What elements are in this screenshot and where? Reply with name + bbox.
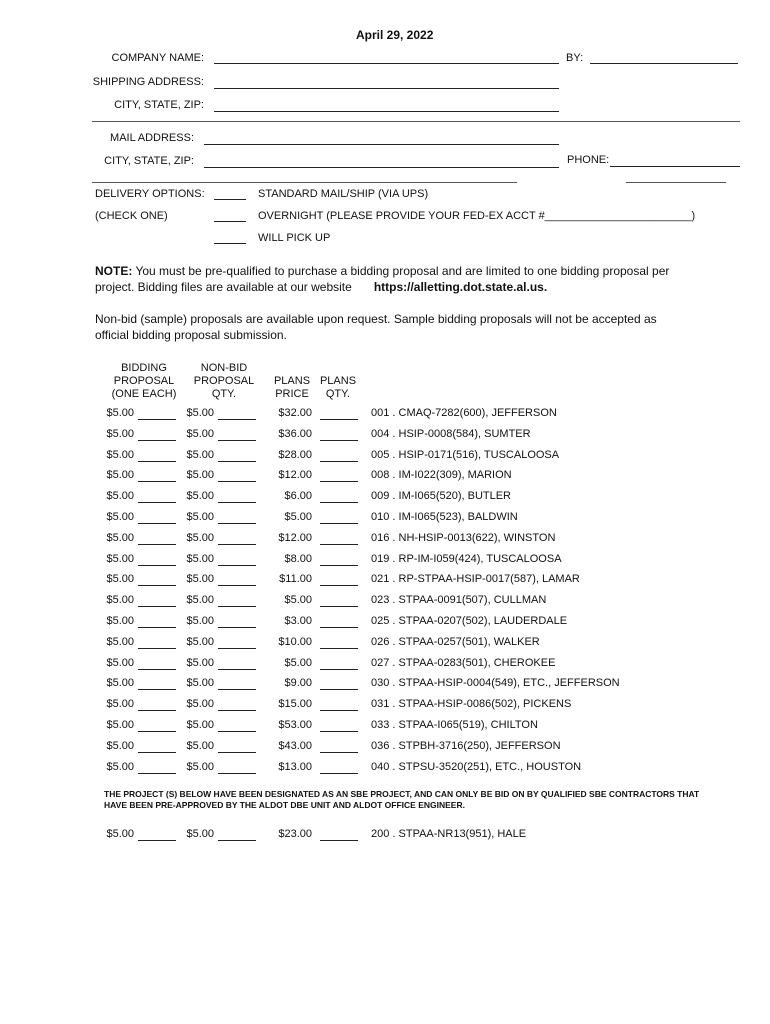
phone-field[interactable] (610, 166, 740, 167)
nonbid-proposal-price: $5.00 (186, 635, 214, 648)
plans-price: $13.00 (278, 760, 312, 773)
nonbid-proposal-price: $5.00 (186, 656, 214, 669)
project-name: 008 . IM-I022(309), MARION (371, 469, 512, 482)
company-name-field[interactable] (214, 63, 559, 64)
nonbid-proposal-price: $5.00 (186, 594, 214, 607)
header-text: PLANS (273, 375, 311, 387)
mail-address-field[interactable] (204, 144, 559, 145)
project-name: 030 . STPAA-HSIP-0004(549), ETC., JEFFERSON (371, 677, 620, 690)
delivery-option-standard: STANDARD MAIL/SHIP (VIA UPS) (258, 188, 429, 200)
nonbid-proposal-price: $5.00 (186, 573, 214, 586)
nonbid-proposal-price: $5.00 (186, 407, 214, 419)
project-name: 027 . STPAA-0283(501), CHEROKEE (371, 656, 556, 669)
nonbid-proposal-qty-field[interactable] (218, 648, 256, 649)
company-name-label: COMPANY NAME: (111, 52, 204, 64)
by-label: BY: (566, 52, 584, 64)
bidding-proposal-price: $5.00 (106, 615, 134, 627)
nonbid-proposal-qty-field[interactable] (218, 710, 256, 711)
bidding-proposal-price: $5.00 (106, 407, 134, 419)
shipping-address-label: SHIPPING ADDRESS: (92, 76, 204, 88)
bidding-proposal-price: $5.00 (106, 698, 134, 711)
plans-qty-field[interactable] (320, 419, 358, 420)
nonbid-proposal-price: $5.00 (186, 828, 214, 840)
nonbid-proposal-qty-field[interactable] (218, 585, 256, 586)
nonbid-proposal-qty-field[interactable] (218, 689, 256, 690)
city-state-zip-label: CITY, STATE, ZIP: (114, 99, 204, 111)
nonbid-proposal-qty-field[interactable] (218, 627, 256, 628)
plans-qty-field[interactable] (320, 481, 358, 482)
header-text: PLANS (319, 375, 357, 387)
project-name: 026 . STPAA-0257(501), WALKER (371, 635, 540, 648)
plans-price: $23.00 (278, 828, 312, 840)
bidding-proposal-price: $5.00 (106, 739, 134, 752)
by-field[interactable] (590, 63, 738, 64)
nonbid-proposal-price: $5.00 (186, 490, 214, 503)
plans-qty-field[interactable] (320, 440, 358, 441)
bidding-proposal-price: $5.00 (106, 719, 134, 731)
plans-price: $53.00 (278, 719, 312, 731)
plans-price: $3.00 (284, 615, 312, 627)
phone-label: PHONE: (567, 154, 610, 166)
bidding-proposal-price: $5.00 (106, 448, 134, 461)
nonbid-proposal-qty-field[interactable] (218, 461, 256, 462)
nonbid-proposal-price: $5.00 (186, 677, 214, 690)
bidding-proposal-qty-field[interactable] (138, 502, 176, 503)
bidding-proposal-price: $5.00 (106, 828, 134, 840)
section-divider (92, 182, 517, 183)
bidding-proposal-qty-field[interactable] (138, 481, 176, 482)
nonbid-proposal-price: $5.00 (186, 427, 214, 440)
plans-qty-field[interactable] (320, 606, 358, 607)
nonbid-proposal-price: $5.00 (186, 760, 214, 773)
project-name: 010 . IM-I065(523), BALDWIN (371, 511, 518, 523)
nonbid-proposal-price: $5.00 (186, 719, 214, 731)
bidding-proposal-price: $5.00 (106, 656, 134, 669)
header-text: PROPOSAL (113, 375, 175, 387)
nonbid-proposal-price: $5.00 (186, 448, 214, 461)
bidding-proposal-qty-field[interactable] (138, 440, 176, 441)
bidding-proposal-qty-field[interactable] (138, 648, 176, 649)
project-name: 009 . IM-I065(520), BUTLER (371, 490, 512, 503)
bidding-proposal-price: $5.00 (106, 531, 134, 544)
bidding-proposal-price: $5.00 (106, 552, 134, 565)
plans-qty-field[interactable] (320, 627, 358, 628)
project-name: 040 . STPSU-3520(251), ETC., HOUSTON (371, 760, 582, 773)
bidding-proposal-qty-field[interactable] (138, 544, 176, 545)
delivery-checkbox-pickup[interactable] (214, 243, 246, 244)
header-plans-price (270, 375, 314, 401)
plans-price: $9.00 (284, 677, 312, 690)
nonbid-proposal-qty-field[interactable] (218, 731, 256, 732)
bidding-proposal-price: $5.00 (106, 760, 134, 773)
plans-price: $28.00 (278, 448, 312, 461)
project-name: 036 . STPBH-3716(250), JEFFERSON (371, 739, 561, 752)
nonbid-proposal-qty-field[interactable] (218, 606, 256, 607)
bidding-proposal-price: $5.00 (106, 427, 134, 440)
sbe-notice: THE PROJECT (S) BELOW HAVE BEEN DESIGNATED AS AN SBE PROJECT, AND CAN ONLY BE BID ON BY QUALIFIED SBE CONTRACTORS THAT HAVE BEEN PRE-APPROVED BY THE ALDOT DBE UNIT AND ALDOT OFFICE ENGINEER. (104, 789, 700, 810)
delivery-option-overnight: OVERNIGHT (PLEASE PROVIDE YOUR FED-EX ACCT #________________________) (258, 210, 696, 222)
nonbid-proposal-qty-field[interactable] (218, 502, 256, 503)
section-divider (626, 182, 726, 183)
project-name: 016 . NH-HSIP-0013(622), WINSTON (371, 531, 556, 544)
city-state-zip-field[interactable] (214, 111, 559, 112)
note-paragraph (95, 263, 695, 295)
bidding-proposal-qty-field[interactable] (138, 419, 176, 420)
plans-price: $11.00 (279, 573, 312, 586)
bidding-proposal-qty-field[interactable] (138, 752, 176, 753)
nonbid-proposal-price: $5.00 (186, 511, 214, 523)
nonbid-proposal-price: $5.00 (186, 531, 214, 544)
bidding-proposal-price: $5.00 (106, 573, 134, 586)
plans-price: $10.00 (278, 635, 312, 648)
section-divider (92, 121, 740, 122)
header-text: BIDDING (121, 362, 167, 374)
city-state-zip-mail-label: CITY, STATE, ZIP: (104, 155, 194, 167)
delivery-checkbox-overnight[interactable] (214, 221, 246, 222)
nonbid-proposal-qty-field[interactable] (218, 419, 256, 420)
nonbid-proposal-price: $5.00 (186, 469, 214, 482)
project-name: 001 . CMAQ-7282(600), JEFFERSON (371, 407, 557, 419)
bidding-proposal-price: $5.00 (106, 677, 134, 690)
plans-qty-field[interactable] (320, 585, 358, 586)
plans-qty-field[interactable] (320, 689, 358, 690)
nonbid-proposal-price: $5.00 (186, 698, 214, 711)
mail-address-label: MAIL ADDRESS: (110, 132, 194, 144)
delivery-options-label: DELIVERY OPTIONS: (95, 188, 205, 200)
project-name: 021 . RP-STPAA-HSIP-0017(587), LAMAR (371, 573, 580, 586)
header-text: PRICE (275, 388, 309, 400)
nonbid-proposal-qty-field[interactable] (218, 752, 256, 753)
project-name: 033 . STPAA-I065(519), CHILTON (371, 719, 538, 731)
nonbid-proposal-qty-field[interactable] (218, 440, 256, 441)
bidding-proposal-price: $5.00 (106, 635, 134, 648)
plans-qty-field[interactable] (320, 773, 358, 774)
header-text: PROPOSAL (193, 375, 255, 387)
plans-price: $5.00 (284, 511, 312, 523)
bidding-proposal-qty-field[interactable] (138, 731, 176, 732)
check-one-label: (CHECK ONE) (95, 210, 168, 222)
plans-qty-field[interactable] (320, 648, 358, 649)
bidding-proposal-price: $5.00 (106, 511, 134, 523)
city-state-zip-mail-field[interactable] (204, 167, 559, 168)
nonbid-paragraph: Non-bid (sample) proposals are available upon request. Sample bidding proposals will not be accepted as official bidding proposal submission. (95, 312, 657, 342)
bidding-proposal-qty-field[interactable] (138, 461, 176, 462)
bidding-proposal-price: $5.00 (106, 469, 134, 482)
note-label: NOTE: (95, 264, 133, 278)
bidding-proposal-qty-field[interactable] (138, 606, 176, 607)
nonbid-proposal-qty-field[interactable] (218, 669, 256, 670)
project-name: 004 . HSIP-0008(584), SUMTER (371, 427, 531, 440)
nonbid-proposal-qty-field[interactable] (218, 565, 256, 566)
delivery-option-pickup: WILL PICK UP (258, 232, 331, 244)
nonbid-proposal-qty-field[interactable] (218, 773, 256, 774)
header-text: (ONE EACH) (111, 388, 177, 400)
plans-qty-field[interactable] (320, 565, 358, 566)
header-text: NON-BID (200, 362, 248, 374)
plans-price: $6.00 (284, 490, 312, 503)
header-nonbid-proposal (186, 362, 262, 401)
bidding-proposal-qty-field[interactable] (138, 689, 176, 690)
bidding-proposal-price: $5.00 (106, 490, 134, 503)
bidding-proposal-qty-field[interactable] (138, 585, 176, 586)
nonbid-proposal-price: $5.00 (186, 739, 214, 752)
plans-qty-field[interactable] (320, 461, 358, 462)
bidding-proposal-qty-field[interactable] (138, 840, 176, 841)
plans-qty-field[interactable] (320, 523, 358, 524)
plans-qty-field[interactable] (320, 710, 358, 711)
project-name: 200 . STPAA-NR13(951), HALE (371, 828, 527, 840)
bidding-proposal-price: $5.00 (106, 594, 134, 607)
header-text: QTY. (325, 388, 351, 400)
bidding-proposal-qty-field[interactable] (138, 669, 176, 670)
plans-qty-field[interactable] (320, 840, 358, 841)
project-name: 025 . STPAA-0207(502), LAUDERDALE (371, 615, 568, 627)
project-name: 005 . HSIP-0171(516), TUSCALOOSA (371, 448, 560, 461)
bidding-proposal-qty-field[interactable] (138, 523, 176, 524)
project-name: 019 . RP-IM-I059(424), TUSCALOOSA (371, 552, 562, 565)
nonbid-proposal-price: $5.00 (186, 615, 214, 627)
nonbid-proposal-qty-field[interactable] (218, 481, 256, 482)
plans-qty-field[interactable] (320, 502, 358, 503)
plans-price: $15.00 (278, 698, 312, 711)
project-name: 023 . STPAA-0091(507), CULLMAN (371, 594, 547, 607)
bidding-proposal-qty-field[interactable] (138, 627, 176, 628)
project-name: 031 . STPAA-HSIP-0086(502), PICKENS (371, 698, 572, 711)
header-plans-qty (316, 375, 360, 401)
shipping-address-field[interactable] (214, 88, 559, 89)
plans-qty-field[interactable] (320, 669, 358, 670)
nonbid-proposal-qty-field[interactable] (218, 840, 256, 841)
nonbid-proposal-price: $5.00 (186, 552, 214, 565)
plans-price: $32.00 (278, 407, 312, 419)
plans-price: $43.00 (278, 739, 312, 752)
bidding-proposal-qty-field[interactable] (138, 565, 176, 566)
plans-price: $12.00 (278, 469, 312, 482)
bidding-proposal-qty-field[interactable] (138, 773, 176, 774)
nonbid-proposal-qty-field[interactable] (218, 544, 256, 545)
delivery-checkbox-standard[interactable] (214, 199, 246, 200)
plans-qty-field[interactable] (320, 731, 358, 732)
document-date: April 29, 2022 (356, 28, 434, 42)
plans-qty-field[interactable] (320, 544, 358, 545)
plans-qty-field[interactable] (320, 752, 358, 753)
plans-price: $5.00 (284, 656, 312, 669)
note-text: You must be pre-qualified to purchase a bidding proposal and are limited to one bidding proposal per project. Bidding files are available at our website (95, 264, 670, 294)
plans-price: $8.00 (284, 552, 312, 565)
nonbid-proposal-qty-field[interactable] (218, 523, 256, 524)
plans-price: $12.00 (278, 531, 312, 544)
bidding-proposal-qty-field[interactable] (138, 710, 176, 711)
header-bidding-proposal (100, 362, 188, 401)
website-link[interactable]: https://alletting.dot.state.al.us. (373, 280, 548, 294)
plans-price: $5.00 (284, 594, 312, 607)
header-text: QTY. (211, 388, 237, 400)
plans-price: $36.00 (278, 427, 312, 440)
